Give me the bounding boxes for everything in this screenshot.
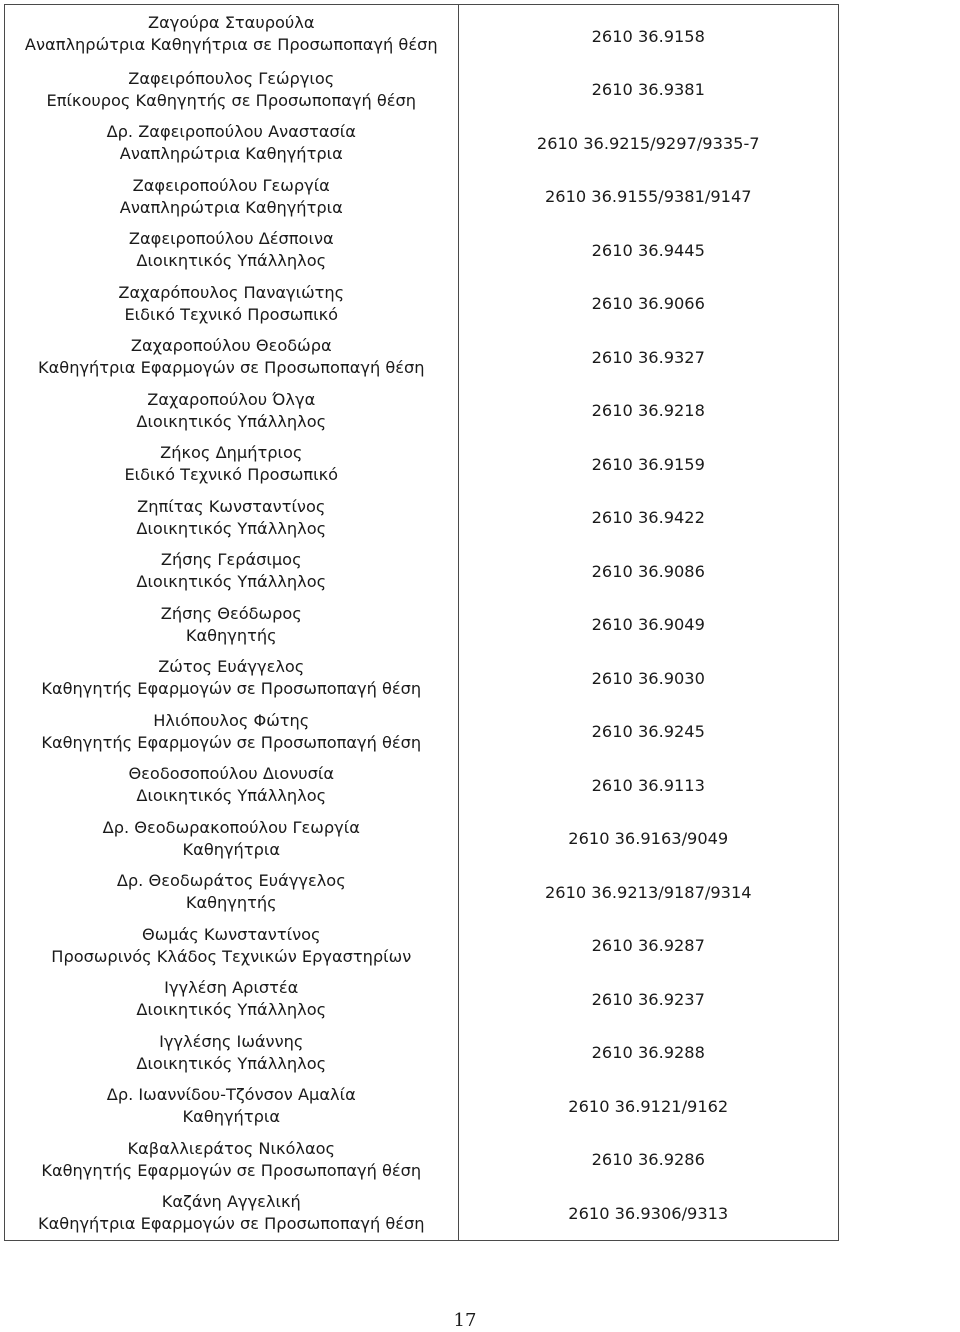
staff-name: Ζαφειροπούλου Γεωργία bbox=[132, 175, 330, 195]
staff-entry bbox=[5, 384, 458, 438]
staff-phone: 2610 36.9306/9313 bbox=[568, 1203, 729, 1223]
staff-name: Καζάνη Αγγελική bbox=[161, 1192, 301, 1212]
staff-entry bbox=[5, 1133, 458, 1187]
staff-phone: 2610 36.9422 bbox=[591, 508, 705, 528]
staff-name: Ζώτος Ευάγγελος bbox=[158, 657, 305, 677]
staff-title: Καθηγητής Εφαρμογών σε Προσωποπαγή θέση bbox=[41, 679, 422, 699]
staff-phone: 2610 36.9215/9297/9335-7 bbox=[536, 133, 760, 153]
staff-entry bbox=[5, 705, 458, 759]
staff-phone: 2610 36.9237 bbox=[591, 989, 705, 1009]
staff-phone: 2610 36.9287 bbox=[591, 936, 705, 956]
staff-name: Δρ. Ιωαννίδου-Τζόνσον Αμαλία bbox=[106, 1085, 356, 1105]
staff-title: Διοικητικός Υπάλληλος bbox=[136, 1000, 327, 1020]
staff-entry bbox=[5, 973, 458, 1027]
staff-entry bbox=[5, 277, 458, 331]
staff-name: Καβαλλιεράτος Νικόλαος bbox=[127, 1138, 336, 1158]
staff-name: Θεοδοσοπούλου Διονυσία bbox=[128, 764, 335, 784]
staff-phone: 2610 36.9121/9162 bbox=[568, 1096, 729, 1116]
staff-title: Καθηγητής bbox=[185, 625, 277, 645]
staff-name: Ζήσης Γεράσιμος bbox=[160, 550, 302, 570]
staff-phone: 2610 36.9327 bbox=[591, 347, 705, 367]
staff-title: Καθηγητής Εφαρμογών σε Προσωποπαγή θέση bbox=[41, 1160, 422, 1180]
table-row bbox=[5, 5, 839, 1241]
staff-name: Ζηπίτας Κωνσταντίνος bbox=[137, 496, 326, 516]
staff-title: Αναπληρώτρια Καθηγήτρια σε Προσωποπαγή θέση bbox=[24, 35, 438, 54]
staff-phone: 2610 36.9288 bbox=[591, 1043, 705, 1063]
staff-name: Ζαχαροπούλου Όλγα bbox=[147, 389, 316, 409]
phones-list bbox=[459, 5, 838, 1240]
staff-title: Διοικητικός Υπάλληλος bbox=[136, 572, 327, 592]
staff-name: Δρ. Θεοδωράτος Ευάγγελος bbox=[116, 871, 346, 891]
staff-title: Διοικητικός Υπάλληλος bbox=[136, 786, 327, 806]
staff-entry bbox=[5, 812, 458, 866]
staff-entry bbox=[5, 598, 458, 652]
staff-entry bbox=[5, 170, 458, 224]
staff-name: Ζαχαρόπουλος Παναγιώτης bbox=[118, 282, 345, 302]
staff-name: Ιγγλέσης Ιωάννης bbox=[159, 1031, 304, 1051]
phones-column bbox=[458, 5, 838, 1241]
staff-name: Δρ. Θεοδωρακοπούλου Γεωργία bbox=[102, 817, 360, 837]
staff-phone: 2610 36.9158 bbox=[591, 26, 705, 46]
staff-name: Θωμάς Κωνσταντίνος bbox=[142, 924, 321, 944]
staff-entry bbox=[5, 491, 458, 545]
staff-name: Ιγγλέση Αριστέα bbox=[164, 978, 299, 998]
names-list bbox=[5, 5, 458, 1240]
staff-entry bbox=[5, 759, 458, 813]
staff-title: Διοικητικός Υπάλληλος bbox=[136, 411, 327, 431]
staff-entry bbox=[5, 919, 458, 973]
names-column bbox=[5, 5, 459, 1241]
staff-title: Ειδικό Τεχνικό Προσωπικό bbox=[124, 304, 339, 324]
staff-phone: 2610 36.9155/9381/9147 bbox=[544, 187, 752, 207]
staff-name: Ζήσης Θεόδωρος bbox=[160, 603, 302, 623]
staff-title: Ειδικό Τεχνικό Προσωπικό bbox=[124, 465, 339, 485]
staff-entry bbox=[5, 438, 458, 492]
staff-phone: 2610 36.9066 bbox=[591, 294, 705, 314]
staff-directory-table bbox=[4, 4, 839, 1241]
staff-name: Ζαφειροπούλου Δέσποινα bbox=[128, 229, 334, 249]
staff-title: Διοικητικός Υπάλληλος bbox=[136, 251, 327, 271]
staff-name: Ηλιόπουλος Φώτης bbox=[153, 710, 310, 730]
staff-title: Καθηγήτρια Εφαρμογών σε Προσωποπαγή θέση bbox=[38, 1214, 425, 1234]
page-number: 17 bbox=[453, 1310, 477, 1331]
staff-phone: 2610 36.9245 bbox=[591, 722, 705, 742]
staff-entry bbox=[5, 331, 458, 385]
staff-name: Δρ. Ζαφειροπούλου Αναστασία bbox=[106, 122, 356, 142]
staff-name: Ζήκος Δημήτριος bbox=[160, 443, 303, 463]
staff-title: Αναπληρώτρια Καθηγήτρια bbox=[119, 144, 343, 164]
staff-phone: 2610 36.9381 bbox=[591, 80, 705, 100]
staff-phone: 2610 36.9445 bbox=[591, 240, 705, 260]
staff-title: Διοικητικός Υπάλληλος bbox=[136, 518, 327, 538]
staff-title: Καθηγητής Εφαρμογών σε Προσωποπαγή θέση bbox=[41, 732, 422, 752]
staff-title: Διοικητικός Υπάλληλος bbox=[136, 1053, 327, 1073]
staff-phone: 2610 36.9086 bbox=[591, 561, 705, 581]
staff-entry bbox=[5, 1187, 458, 1241]
staff-phone: 2610 36.9163/9049 bbox=[568, 829, 729, 849]
staff-entry bbox=[5, 224, 458, 278]
staff-entry bbox=[5, 652, 458, 706]
staff-entry bbox=[5, 1080, 458, 1134]
staff-entry bbox=[5, 5, 458, 63]
staff-entry bbox=[5, 117, 458, 171]
staff-title: Καθηγήτρια bbox=[182, 839, 280, 859]
staff-phone: 2610 36.9159 bbox=[591, 454, 705, 474]
staff-title: Αναπληρώτρια Καθηγήτρια bbox=[119, 197, 343, 217]
staff-title: Προσωρινός Κλάδος Τεχνικών Εργαστηρίων bbox=[51, 946, 412, 966]
staff-name: Ζαγούρα Σταυρούλα bbox=[148, 13, 315, 32]
staff-title: Επίκουρος Καθηγητής σε Προσωποπαγή θέση bbox=[46, 90, 417, 110]
staff-phone: 2610 36.9113 bbox=[591, 775, 705, 795]
staff-title: Καθηγήτρια Εφαρμογών σε Προσωποπαγή θέση bbox=[38, 358, 425, 378]
staff-entry bbox=[5, 63, 458, 117]
staff-entry bbox=[5, 1026, 458, 1080]
staff-entry bbox=[5, 866, 458, 920]
staff-title: Καθηγήτρια bbox=[182, 1107, 280, 1127]
staff-phone: 2610 36.9049 bbox=[591, 615, 705, 635]
staff-entry bbox=[5, 545, 458, 599]
staff-phone: 2610 36.9218 bbox=[591, 401, 705, 421]
staff-phone: 2610 36.9030 bbox=[591, 668, 705, 688]
staff-phone: 2610 36.9286 bbox=[591, 1150, 705, 1170]
staff-title: Καθηγητής bbox=[185, 893, 277, 913]
staff-name: Ζαφειρόπουλος Γεώργιος bbox=[128, 68, 335, 88]
staff-phone: 2610 36.9213/9187/9314 bbox=[544, 882, 752, 902]
staff-name: Ζαχαροπούλου Θεοδώρα bbox=[130, 336, 332, 356]
